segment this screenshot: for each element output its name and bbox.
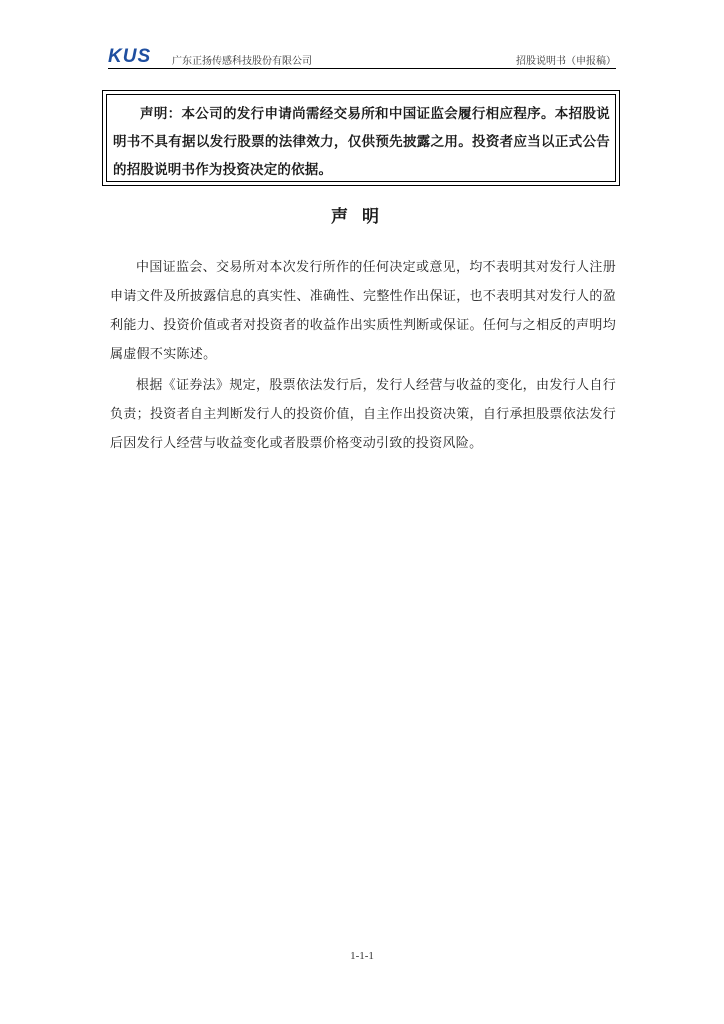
- page-header: [108, 48, 616, 69]
- company-logo: KUS: [108, 46, 152, 67]
- page-title: 声明: [331, 207, 393, 227]
- paragraph-2: 根据《证券法》规定，股票依法发行后，发行人经营与收益的变化，由发行人自行负责；投资者自主判断发行人的投资价值，自主作出投资决策，自行承担股票依法发行后因发行人经营与收益变化或者股票价格变动引致的投资风险。: [110, 378, 616, 451]
- paragraph-1: 中国证监会、交易所对本次发行所作的任何决定或意见，均不表明其对发行人注册申请文件及所披露信息的真实性、准确性、完整性作出保证，也不表明其对发行人的盈利能力、投资价值或者对投资者的收益作出实质性判断或保证。任何与之相反的声明均属虚假不实陈述。: [110, 260, 616, 362]
- page-number: 1-1-1: [350, 950, 374, 962]
- document-type: 招股说明书（申报稿）: [516, 56, 616, 67]
- notice-box: [102, 90, 620, 186]
- notice-box-inner: [106, 94, 616, 182]
- company-name: 广东正扬传感科技股份有限公司: [172, 56, 312, 67]
- notice-text: 声明：本公司的发行申请尚需经交易所和中国证监会履行相应程序。本招股说明书不具有据以发行股票的法律效力，仅供预先披露之用。投资者应当以正式公告的招股说明书作为投资决定的依据。: [113, 106, 610, 178]
